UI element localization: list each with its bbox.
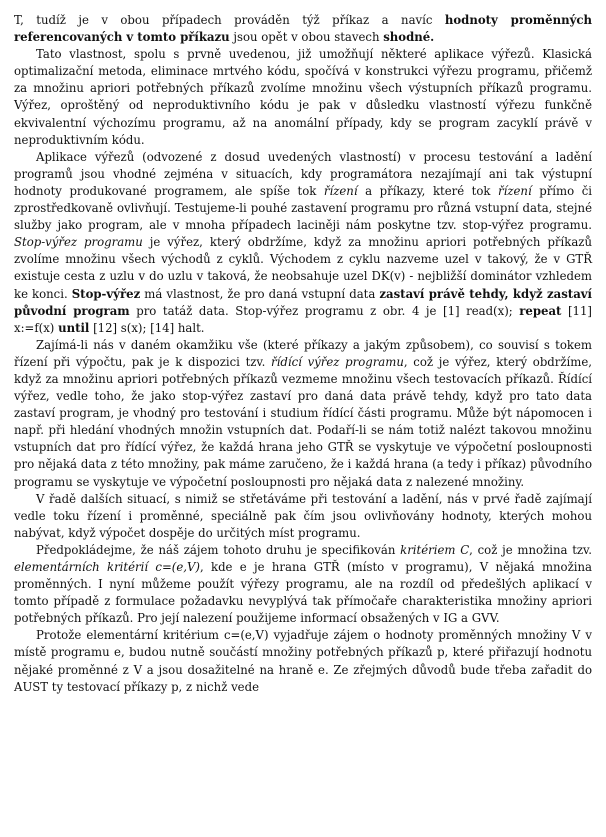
paragraph	[14, 12, 592, 46]
italic-text: kritériem C	[400, 542, 470, 557]
text-run: Předpokládejme, že náš zájem tohoto druhu je specifikován	[36, 542, 401, 557]
text-run: pro tatáž data. Stop-výřez programu z obr. 4 je [1] read(x);	[129, 303, 520, 318]
paragraph	[14, 542, 592, 627]
paragraph	[14, 627, 592, 695]
italic-text: Stop-výřez programu	[14, 235, 143, 250]
text-run: Zajímá-li nás v daném okamžiku vše (které příkazy a jakým způsobem), co souvisí s tokem řízení při výpočtu, pak je k dispozici tzv.	[14, 337, 592, 369]
italic-text: řízení	[323, 183, 358, 198]
paragraph	[14, 149, 592, 337]
italic-text: řídící výřez programu	[271, 354, 404, 369]
text-run: přímo či zprostředkovaně ovlivňují. Testujeme-li pouhé zastavení programu pro různá vstupní data, stejné služby jako program, ale v mnoha případech laciněji nám poskytne tzv. stop-výřez programu.	[14, 183, 592, 233]
italic-text: řízení	[498, 183, 532, 198]
bold-text: zastaví právě tehdy, když zastaví původní program	[14, 286, 593, 318]
text-run: Protože elementární kritérium c=(e,V) vyjadřuje zájem o hodnoty proměnných množiny V v místě programu e, budou nutně součástí množiny potřebných příkazů p, které přiřazují hodnotu nějaké proměnné z V a jsou dosažitelné na hraně e. Ze zřejmých důvodů bude třeba zařadit do AUST ty testovací příkazy p, z nichž vede	[14, 628, 592, 694]
text-run: Tato vlastnost, spolu s prvně uvedenou, již umožňují některé aplikace výřezů. Klasická optimalizační metoda, eliminace mrtvého kódu, spočívá v konstrukci výřezu programu, přičemž za množinu apriori potřebných příkazů zvolíme množinu všech výstupních příkazů programu. Výřez, oproštěný od neproduktivního kódu je pak v důsledku vlastností výřezu funkčně ekvivalentní výchozímu programu, až na anomální případy, kdy se program zacyklí právě v neproduktivním kódu.	[14, 47, 592, 147]
text-run: , což je množina tzv.	[469, 542, 592, 557]
text-run: má vlastnost, že pro daná vstupní data	[140, 286, 380, 301]
text-run: V řadě dalších situací, s nimiž se střetáváme při testování a ladění, nás v prvé řadě zajímají vedle toku řízení i proměnné, speciálně pak čím jsou ovlivňovány hodnoty, kterých mohou nabývat, když výpočet dospěje do určitých míst programu.	[14, 491, 592, 540]
text-run: a příkazy, které tok	[357, 183, 499, 198]
text-run: jsou opět v obou stavech	[229, 30, 384, 45]
text-run: je výřez, který obdržíme, když za množinu apriori potřebných příkazů zvolíme množinu všech východů z cyklů. Východem z cyklu nazveme uzel v takový, že v GTŘ existuje cesta z uzlu v do uzlu v taková, že neobsahuje uzel DK(v) - nejbližší dominátor vzhledem ke konci.	[14, 235, 592, 301]
text-run: , kde e je hrana GTŘ (místo v programu), V nějaká množina proměnných. I nyní můžeme použít výřezy programu, ale na rozdíl od předešlých aplikací v tomto případě z formulace požadavku nevyplývá tak přímočaře charakteristika množiny apriori potřebných příkazů. Pro její nalezení použijeme informací obsažených v IG a GVV.	[14, 560, 592, 626]
bold-text: repeat	[519, 303, 562, 318]
text-run: Aplikace výřezů (odvozené z dosud uvedených vlastností) v procesu testování a ladění programů jsou vhodné zejména v situacích, kdy programátora nezajímají ani tak výstupní hodnoty produkované programem, ale spíše tok	[14, 149, 592, 198]
paragraph	[14, 491, 592, 542]
bold-text: Stop-výřez	[71, 286, 141, 301]
italic-text: elementárních kritérií c=(e,V)	[14, 560, 200, 574]
text-run: T, tudíž je v obou případech prováděn týž příkaz a navíc	[14, 13, 445, 27]
text-run: [12] s(x); [14] halt.	[89, 320, 205, 335]
text-run: , což je výřez, který obdržíme, když za množinu apriori potřebných příkazů vezmeme množinu všech testovacích příkazů. Řídící výřez, vedle toho, že jako stop-výřez zastaví pro daná data právě tehdy, když pro tato data zastaví program, je vhodný pro testování i studium řídící části programu. Může být nápomocen i např. při hledání vhodných množin vstupních dat. Podaří-li se nám totiž nalézt takovou množinu vstupních dat pro řídící výřez, že každá hrana jeho GTŘ se vyskytuje ve výpočetní posloupnosti pro nějaká data z této množiny, pak máme zaručeno, že i každá hrana (a tedy i příkaz) původního programu se vyskytuje ve výpočetní posloupnosti pro nějaká data z nalezené množiny.	[14, 354, 592, 489]
paragraph	[14, 337, 592, 491]
bold-text: until	[58, 320, 90, 335]
bold-text: shodné.	[383, 30, 435, 45]
paragraph	[14, 46, 592, 149]
text-run: [11] x:=f(x)	[14, 303, 592, 335]
bold-text: hodnoty proměnných referencovaných v tomto příkazu	[14, 13, 592, 45]
